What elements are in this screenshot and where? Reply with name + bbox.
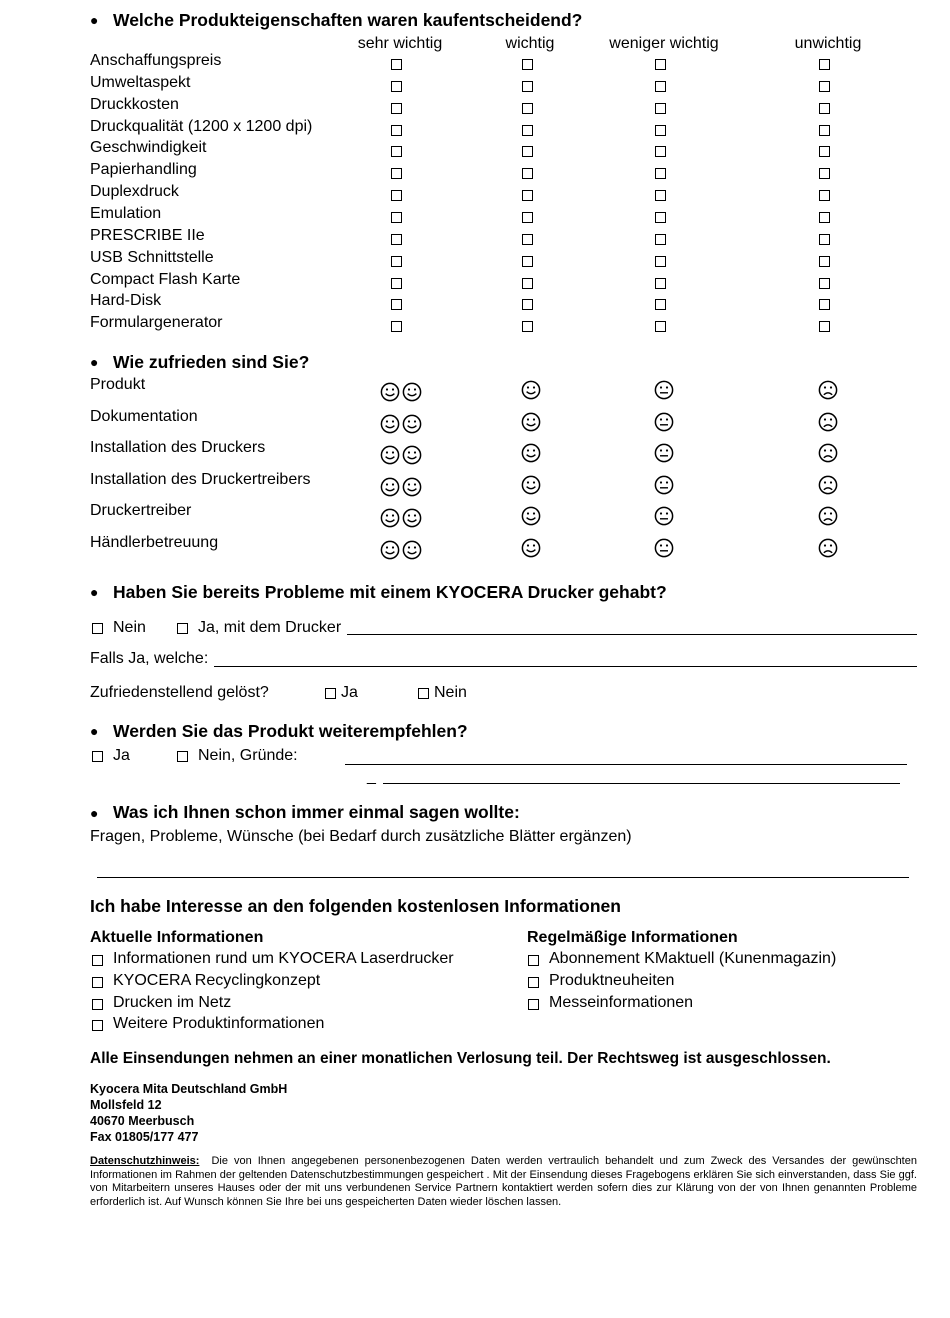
solved-no-label: Nein	[434, 684, 467, 701]
recommend-yes-label: Ja	[113, 747, 130, 764]
rating-checkbox[interactable]	[522, 125, 533, 136]
rating-checkbox[interactable]	[391, 190, 402, 201]
property-label: Druckqualität (1200 x 1200 dpi)	[90, 117, 313, 135]
bullet: ●	[90, 805, 99, 821]
property-label: Emulation	[90, 204, 162, 222]
rating-checkbox[interactable]	[522, 81, 533, 92]
rating-checkbox[interactable]	[819, 59, 830, 70]
interest-label: Abonnement KMaktuell (Kunenmagazin)	[549, 950, 837, 967]
property-label: Anschaffungspreis	[90, 52, 222, 69]
solved-label: Zufriedenstellend gelöst?	[90, 684, 269, 701]
right-column-title: Regelmäßige Informationen	[527, 929, 738, 946]
rating-checkbox[interactable]	[391, 81, 402, 92]
interest-checkbox[interactable]	[92, 1020, 103, 1031]
rating-checkbox[interactable]	[391, 278, 402, 289]
happy-face-icon[interactable]	[521, 475, 541, 495]
property-label: Papierhandling	[90, 161, 197, 179]
properties-heading: Welche Produkteigenschaften waren kaufentscheidend?	[113, 10, 583, 30]
sad-face-icon[interactable]	[818, 475, 838, 495]
rating-checkbox[interactable]	[655, 125, 666, 136]
satisfaction-label: Händlerbetreuung	[90, 534, 219, 551]
problems-yes-checkbox[interactable]	[177, 623, 188, 634]
rating-checkbox[interactable]	[655, 256, 666, 267]
sad-face-icon[interactable]	[818, 380, 838, 400]
rating-checkbox[interactable]	[391, 146, 402, 157]
reasons-input-line-1[interactable]	[345, 764, 907, 765]
bullet: ●	[90, 12, 99, 28]
rating-checkbox[interactable]	[819, 168, 830, 179]
very-happy-face-icon[interactable]	[380, 477, 400, 497]
very-happy-face-icon[interactable]	[402, 508, 422, 528]
rating-checkbox[interactable]	[655, 212, 666, 223]
property-label: USB Schnittstelle	[90, 248, 214, 266]
rating-checkbox[interactable]	[655, 234, 666, 245]
rating-checkbox[interactable]	[391, 256, 402, 267]
interest-label: Informationen rund um KYOCERA Laserdrucker	[113, 950, 454, 967]
happy-face-icon[interactable]	[521, 380, 541, 400]
reasons-input-line-2[interactable]	[383, 783, 900, 784]
satisfaction-label: Produkt	[90, 376, 146, 393]
rating-checkbox[interactable]	[522, 59, 533, 70]
rating-checkbox[interactable]	[391, 125, 402, 136]
very-happy-face-icon[interactable]	[402, 540, 422, 560]
property-label: Druckkosten	[90, 95, 179, 113]
address-company: Kyocera Mita Deutschland GmbH	[90, 1082, 288, 1096]
interest-label: Drucken im Netz	[113, 993, 232, 1011]
comments-input-line[interactable]	[97, 877, 909, 878]
very-happy-face-icon[interactable]	[402, 477, 422, 497]
rating-checkbox[interactable]	[819, 234, 830, 245]
recommend-yes-checkbox[interactable]	[92, 751, 103, 762]
property-label: Compact Flash Karte	[90, 270, 241, 288]
left-column-title: Aktuelle Informationen	[90, 929, 264, 946]
recommend-no-checkbox[interactable]	[177, 751, 188, 762]
very-happy-face-icon[interactable]	[380, 414, 400, 434]
satisfaction-label: Druckertreiber	[90, 502, 192, 520]
property-label: Geschwindigkeit	[90, 139, 207, 157]
rating-checkbox[interactable]	[819, 256, 830, 267]
satisfaction-label: Installation des Druckertreibers	[90, 470, 311, 488]
which-input-line[interactable]	[214, 666, 917, 667]
happy-face-icon[interactable]	[521, 538, 541, 558]
neutral-face-icon[interactable]	[654, 380, 674, 400]
very-happy-face-icon[interactable]	[402, 382, 422, 402]
property-label: Hard-Disk	[90, 292, 162, 310]
very-happy-face-icon[interactable]	[380, 445, 400, 465]
interest-checkbox[interactable]	[92, 977, 103, 988]
recommend-no-label: Nein, Gründe:	[198, 747, 298, 764]
rating-checkbox[interactable]	[655, 81, 666, 92]
interest-label: Produktneuheiten	[549, 971, 675, 989]
neutral-face-icon[interactable]	[654, 443, 674, 463]
printer-input-line[interactable]	[347, 634, 917, 635]
rating-checkbox[interactable]	[522, 103, 533, 114]
happy-face-icon[interactable]	[521, 506, 541, 526]
rating-checkbox[interactable]	[522, 256, 533, 267]
problems-heading: Haben Sie bereits Probleme mit einem KYOCERA Drucker gehabt?	[113, 582, 667, 602]
privacy-text: Die von Ihnen angegebenen personenbezogenen Daten werden vertraulich behandelt und zum Zweck des Versandes der gewünschten Informationen im Rahmen der geltenden Datenschutzbestimmungen gespeichert . Mit der Einsendung dieses Fragebogens erklären Sie sich einverstanden, dass Sie ggf. von Mitarbeitern unseres Hauses oder der mit uns verbundenen Service Partnern kontaktiert werden sofern dies zur Klärung von der von Ihnen genannten Probleme erforderlich ist. Auf Wunsch können Sie Ihre bei uns gespeicherten Daten wieder löschen lassen.	[90, 1155, 917, 1208]
column-header: unwichtig	[794, 35, 862, 52]
sad-face-icon[interactable]	[818, 412, 838, 432]
column-header: weniger wichtig	[609, 35, 719, 52]
very-happy-face-icon[interactable]	[380, 540, 400, 560]
raffle-note: Alle Einsendungen nehmen an einer monatlichen Verlosung teil. Der Rechtsweg ist ausgeschlossen.	[90, 1050, 831, 1067]
solved-yes-label: Ja	[341, 684, 358, 701]
rating-checkbox[interactable]	[522, 190, 533, 201]
rating-checkbox[interactable]	[391, 299, 402, 310]
rating-checkbox[interactable]	[819, 299, 830, 310]
solved-no-checkbox[interactable]	[418, 688, 429, 699]
property-label: Formulargenerator	[90, 314, 223, 332]
interest-checkbox[interactable]	[528, 999, 539, 1010]
rating-checkbox[interactable]	[655, 146, 666, 157]
rating-checkbox[interactable]	[391, 59, 402, 70]
reasons-dash: _	[367, 768, 376, 785]
problems-no-label: Nein	[113, 619, 146, 636]
problems-yes-label: Ja, mit dem Drucker	[198, 619, 342, 636]
rating-checkbox[interactable]	[819, 103, 830, 114]
rating-checkbox[interactable]	[655, 278, 666, 289]
sad-face-icon[interactable]	[818, 443, 838, 463]
rating-checkbox[interactable]	[391, 234, 402, 245]
happy-face-icon[interactable]	[521, 443, 541, 463]
column-header: sehr wichtig	[357, 35, 443, 52]
interest-heading: Ich habe Interesse an den folgenden kostenlosen Informationen	[90, 896, 621, 916]
rating-checkbox[interactable]	[522, 212, 533, 223]
neutral-face-icon[interactable]	[654, 506, 674, 526]
address-fax: Fax 01805/177 477	[90, 1130, 199, 1144]
rating-checkbox[interactable]	[819, 125, 830, 136]
rating-checkbox[interactable]	[819, 190, 830, 201]
sad-face-icon[interactable]	[818, 538, 838, 558]
interest-checkbox[interactable]	[92, 955, 103, 966]
rating-checkbox[interactable]	[522, 168, 533, 179]
very-happy-face-icon[interactable]	[380, 382, 400, 402]
comments-subtitle: Fragen, Probleme, Wünsche (bei Bedarf durch zusätzliche Blätter ergänzen)	[90, 828, 632, 845]
rating-checkbox[interactable]	[391, 321, 402, 332]
property-label: PRESCRIBE IIe	[90, 226, 205, 244]
rating-checkbox[interactable]	[655, 59, 666, 70]
neutral-face-icon[interactable]	[654, 412, 674, 432]
problems-no-checkbox[interactable]	[92, 623, 103, 634]
address-city: 40670 Meerbusch	[90, 1114, 195, 1128]
which-label: Falls Ja, welche:	[90, 650, 209, 667]
property-label: Duplexdruck	[90, 183, 179, 201]
interest-checkbox[interactable]	[528, 977, 539, 988]
rating-checkbox[interactable]	[522, 278, 533, 289]
comments-heading: Was ich Ihnen schon immer einmal sagen wollte:	[113, 802, 520, 822]
very-happy-face-icon[interactable]	[380, 508, 400, 528]
address-block	[90, 1081, 287, 1145]
very-happy-face-icon[interactable]	[402, 414, 422, 434]
rating-checkbox[interactable]	[655, 190, 666, 201]
solved-yes-checkbox[interactable]	[325, 688, 336, 699]
bullet: ●	[90, 584, 99, 600]
satisfaction-label: Installation des Druckers	[90, 439, 266, 457]
satisfaction-heading: Wie zufrieden sind Sie?	[113, 352, 310, 372]
column-header: wichtig	[505, 35, 555, 52]
rating-checkbox[interactable]	[391, 103, 402, 114]
address-street: Mollsfeld 12	[90, 1098, 162, 1112]
rating-checkbox[interactable]	[522, 146, 533, 157]
interest-checkbox[interactable]	[528, 955, 539, 966]
rating-checkbox[interactable]	[522, 234, 533, 245]
rating-checkbox[interactable]	[522, 321, 533, 332]
very-happy-face-icon[interactable]	[402, 445, 422, 465]
recommend-heading: Werden Sie das Produkt weiterempfehlen?	[113, 721, 468, 741]
neutral-face-icon[interactable]	[654, 538, 674, 558]
rating-checkbox[interactable]	[391, 212, 402, 223]
privacy-notice	[90, 1155, 917, 1209]
interest-checkbox[interactable]	[92, 999, 103, 1010]
rating-checkbox[interactable]	[655, 299, 666, 310]
rating-checkbox[interactable]	[819, 81, 830, 92]
bullet: ●	[90, 354, 99, 370]
rating-checkbox[interactable]	[522, 299, 533, 310]
interest-label: Weitere Produktinformationen	[113, 1015, 325, 1033]
sad-face-icon[interactable]	[818, 506, 838, 526]
bullet: ●	[90, 723, 99, 739]
happy-face-icon[interactable]	[521, 412, 541, 432]
rating-checkbox[interactable]	[819, 146, 830, 157]
satisfaction-label: Dokumentation	[90, 407, 198, 425]
privacy-label: Datenschutzhinweis:	[90, 1155, 200, 1167]
rating-checkbox[interactable]	[819, 212, 830, 223]
property-label: Umweltaspekt	[90, 73, 191, 91]
rating-checkbox[interactable]	[819, 321, 830, 332]
rating-checkbox[interactable]	[391, 168, 402, 179]
neutral-face-icon[interactable]	[654, 475, 674, 495]
rating-checkbox[interactable]	[655, 321, 666, 332]
rating-checkbox[interactable]	[655, 103, 666, 114]
interest-label: KYOCERA Recyclingkonzept	[113, 971, 321, 989]
rating-checkbox[interactable]	[819, 278, 830, 289]
interest-label: Messeinformationen	[549, 993, 694, 1011]
rating-checkbox[interactable]	[655, 168, 666, 179]
